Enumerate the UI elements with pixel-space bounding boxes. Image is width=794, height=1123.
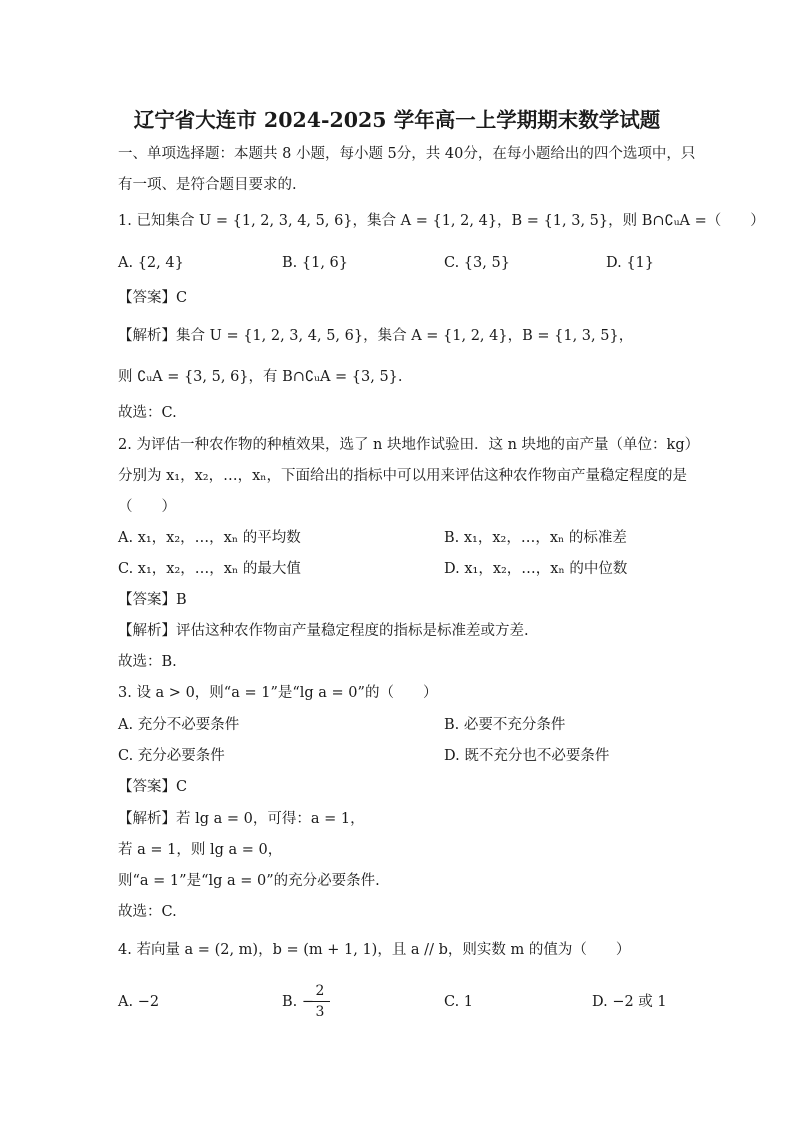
question-4-option-b-fraction	[310, 982, 330, 1021]
question-3-option-a: A. 充分不必要条件	[118, 717, 240, 733]
fraction-denominator: 3	[315, 1004, 325, 1020]
fraction-bar	[310, 1001, 330, 1002]
question-3-analysis-2: 若 a = 1，则 lg a = 0，	[118, 842, 283, 858]
question-3-option-b: B. 必要不充分条件	[444, 717, 566, 733]
question-1-option-b: B. {1, 6}	[282, 255, 348, 271]
question-1-answer: 【答案】C	[118, 290, 188, 306]
question-1-analysis-2: 则 ∁ᵤA = {3, 5, 6}，有 B∩∁ᵤA = {3, 5}.	[118, 369, 403, 385]
question-4-option-a: A. −2	[118, 994, 160, 1010]
section-heading-line-2: 有一项、是符合题目要求的.	[118, 177, 297, 193]
question-2-option-c: C. x₁，x₂，…，xₙ 的最大值	[118, 561, 301, 577]
question-3-analysis-3: 则“a = 1”是“lg a = 0”的充分必要条件.	[118, 873, 380, 889]
question-1-analysis-1: 【解析】集合 U = {1, 2, 3, 4, 5, 6}，集合 A = {1, 2, 4}，B = {1, 3, 5}，	[118, 328, 634, 344]
question-3-conclusion: 故选：C.	[118, 904, 177, 920]
question-2-option-b: B. x₁，x₂，…，xₙ 的标准差	[444, 530, 627, 546]
question-2-option-d: D. x₁，x₂，…，xₙ 的中位数	[444, 561, 628, 577]
fraction-numerator: 2	[315, 983, 325, 999]
document-title: 辽宁省大连市 2024-2025 学年高一上学期期末数学试题	[133, 108, 661, 132]
question-3-analysis-1: 【解析】若 lg a = 0，可得：a = 1，	[118, 811, 365, 827]
question-2-stem-2: 分别为 x₁，x₂，…，xₙ，下面给出的指标中可以用来评估这种农作物亩产量稳定程度的是	[118, 468, 688, 484]
question-4-option-b: B. −	[282, 994, 315, 1010]
question-2-stem-1: 2. 为评估一种农作物的种植效果，选了 n 块地作试验田．这 n 块地的亩产量（单位：kg）	[118, 437, 700, 453]
question-1-option-a: A. {2, 4}	[118, 255, 184, 271]
question-3-option-d: D. 既不充分也不必要条件	[444, 748, 610, 764]
section-heading-line-1: 一、单项选择题：本题共 8 小题，每小题 5分，共 40分，在每小题给出的四个选项中，只	[118, 146, 696, 162]
question-3-answer: 【答案】C	[118, 779, 188, 795]
question-3-stem: 3. 设 a > 0，则“a = 1”是“lg a = 0”的（ ）	[118, 685, 438, 701]
question-1-conclusion: 故选：C.	[118, 405, 177, 421]
question-2-option-a: A. x₁，x₂，…，xₙ 的平均数	[118, 530, 301, 546]
question-3-option-c: C. 充分必要条件	[118, 748, 225, 764]
question-4-stem: 4. 若向量 a = (2, m)，b = (m + 1, 1)，且 a // b，则实数 m 的值为（ ）	[118, 942, 631, 958]
question-2-analysis: 【解析】评估这种农作物亩产量稳定程度的指标是标准差或方差.	[118, 623, 529, 639]
question-2-conclusion: 故选：B.	[118, 654, 177, 670]
question-1-option-d: D. {1}	[606, 255, 655, 271]
question-4-option-c: C. 1	[444, 994, 474, 1010]
question-1-stem: 1. 已知集合 U = {1, 2, 3, 4, 5, 6}，集合 A = {1, 2, 4}，B = {1, 3, 5}，则 B∩∁ᵤA =（ ）	[118, 213, 765, 229]
question-4-option-d: D. −2 或 1	[592, 994, 667, 1010]
question-2-stem-3: （ ）	[118, 499, 176, 515]
question-2-answer: 【答案】B	[118, 592, 187, 608]
question-1-option-c: C. {3, 5}	[444, 255, 510, 271]
